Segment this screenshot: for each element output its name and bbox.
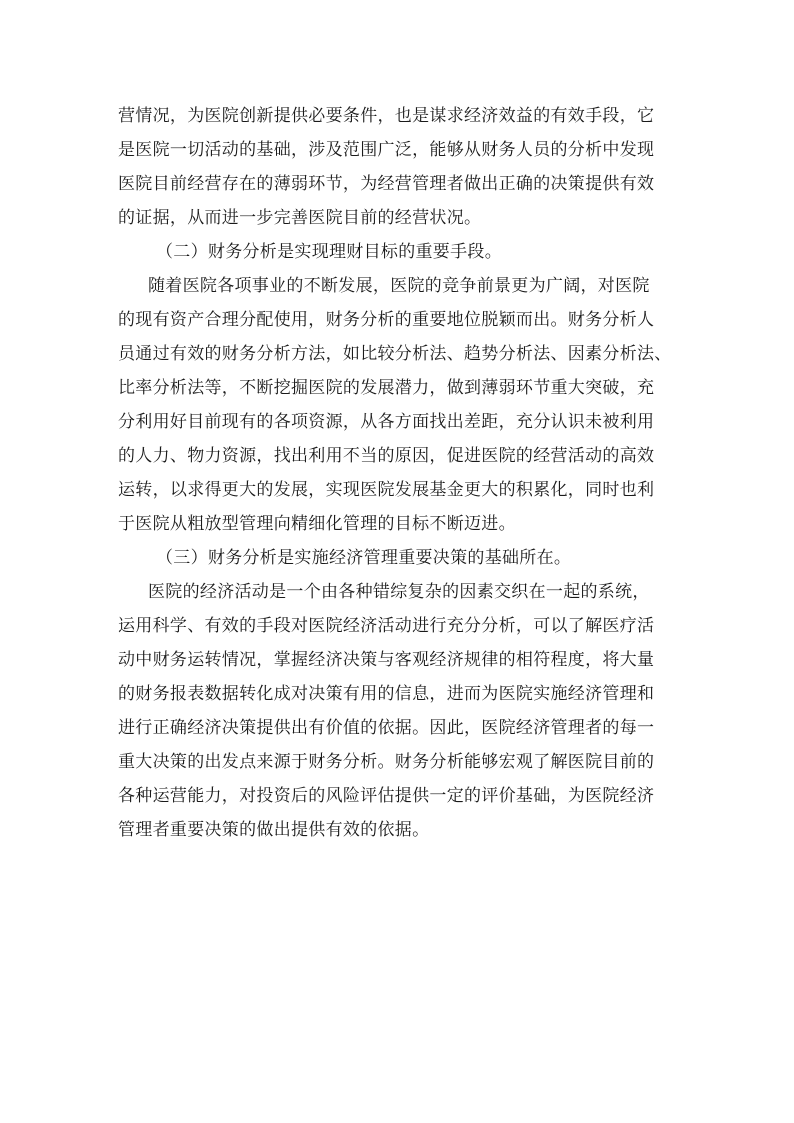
text-line: 动中财务运转情况，掌握经济决策与客观经济规律的相符程度，将大量 bbox=[118, 650, 655, 670]
text-line: 营情况，为医院创新提供必要条件，也是谋求经济效益的有效手段，它 bbox=[118, 106, 655, 126]
section-heading-3: （三）财务分析是实施经济管理重要决策的基础所在。 bbox=[156, 548, 572, 568]
text-line: 运用科学、有效的手段对医院经济活动进行充分分析，可以了解医疗活 bbox=[118, 616, 655, 636]
paragraph-2 bbox=[118, 269, 680, 541]
text-line: 的现有资产合理分配使用，财务分析的重要地位脱颖而出。财务分析人 bbox=[118, 310, 655, 330]
text-line: 各种运营能力，对投资后的风险评估提供一定的评价基础，为医院经济 bbox=[118, 786, 655, 806]
paragraph-continuation bbox=[118, 99, 680, 235]
text-line: 进行正确经济决策提供出有价值的依据。因此，医院经济管理者的每一 bbox=[118, 718, 655, 738]
text-line: 重大决策的出发点来源于财务分析。财务分析能够宏观了解医院目前的 bbox=[118, 752, 655, 772]
text-line: 管理者重要决策的做出提供有效的依据。 bbox=[118, 820, 430, 840]
text-line: 的财务报表数据转化成对决策有用的信息，进而为医院实施经济管理和 bbox=[118, 684, 655, 704]
text-line: 运转，以求得更大的发展，实现医院发展基金更大的积累化，同时也利 bbox=[118, 480, 655, 500]
document-page bbox=[118, 99, 680, 847]
text-line: 员通过有效的财务分析方法，如比较分析法、趋势分析法、因素分析法、 bbox=[118, 344, 672, 364]
text-line: 比率分析法等，不断挖掘医院的发展潜力，做到薄弱环节重大突破，充 bbox=[118, 378, 655, 398]
text-line: 医院目前经营存在的薄弱环节，为经营管理者做出正确的决策提供有效 bbox=[118, 174, 655, 194]
text-line: 分利用好目前现有的各项资源，从各方面找出差距，充分认识未被利用 bbox=[118, 412, 655, 432]
text-line: 的人力、物力资源，找出利用不当的原因，促进医院的经营活动的高效 bbox=[118, 446, 655, 466]
paragraph-3 bbox=[118, 575, 680, 847]
text-line: 医院的经济活动是一个由各种错综复杂的因素交织在一起的系统， bbox=[148, 582, 650, 602]
text-line: 随着医院各项事业的不断发展，医院的竞争前景更为广阔，对医院 bbox=[148, 276, 650, 296]
section-heading-2: （二）财务分析是实现理财目标的重要手段。 bbox=[156, 242, 502, 262]
text-line: 于医院从粗放型管理向精细化管理的目标不断迈进。 bbox=[118, 514, 516, 534]
text-line: 的证据，从而进一步完善医院目前的经营状况。 bbox=[118, 208, 482, 228]
text-line: 是医院一切活动的基础，涉及范围广泛，能够从财务人员的分析中发现 bbox=[118, 140, 655, 160]
